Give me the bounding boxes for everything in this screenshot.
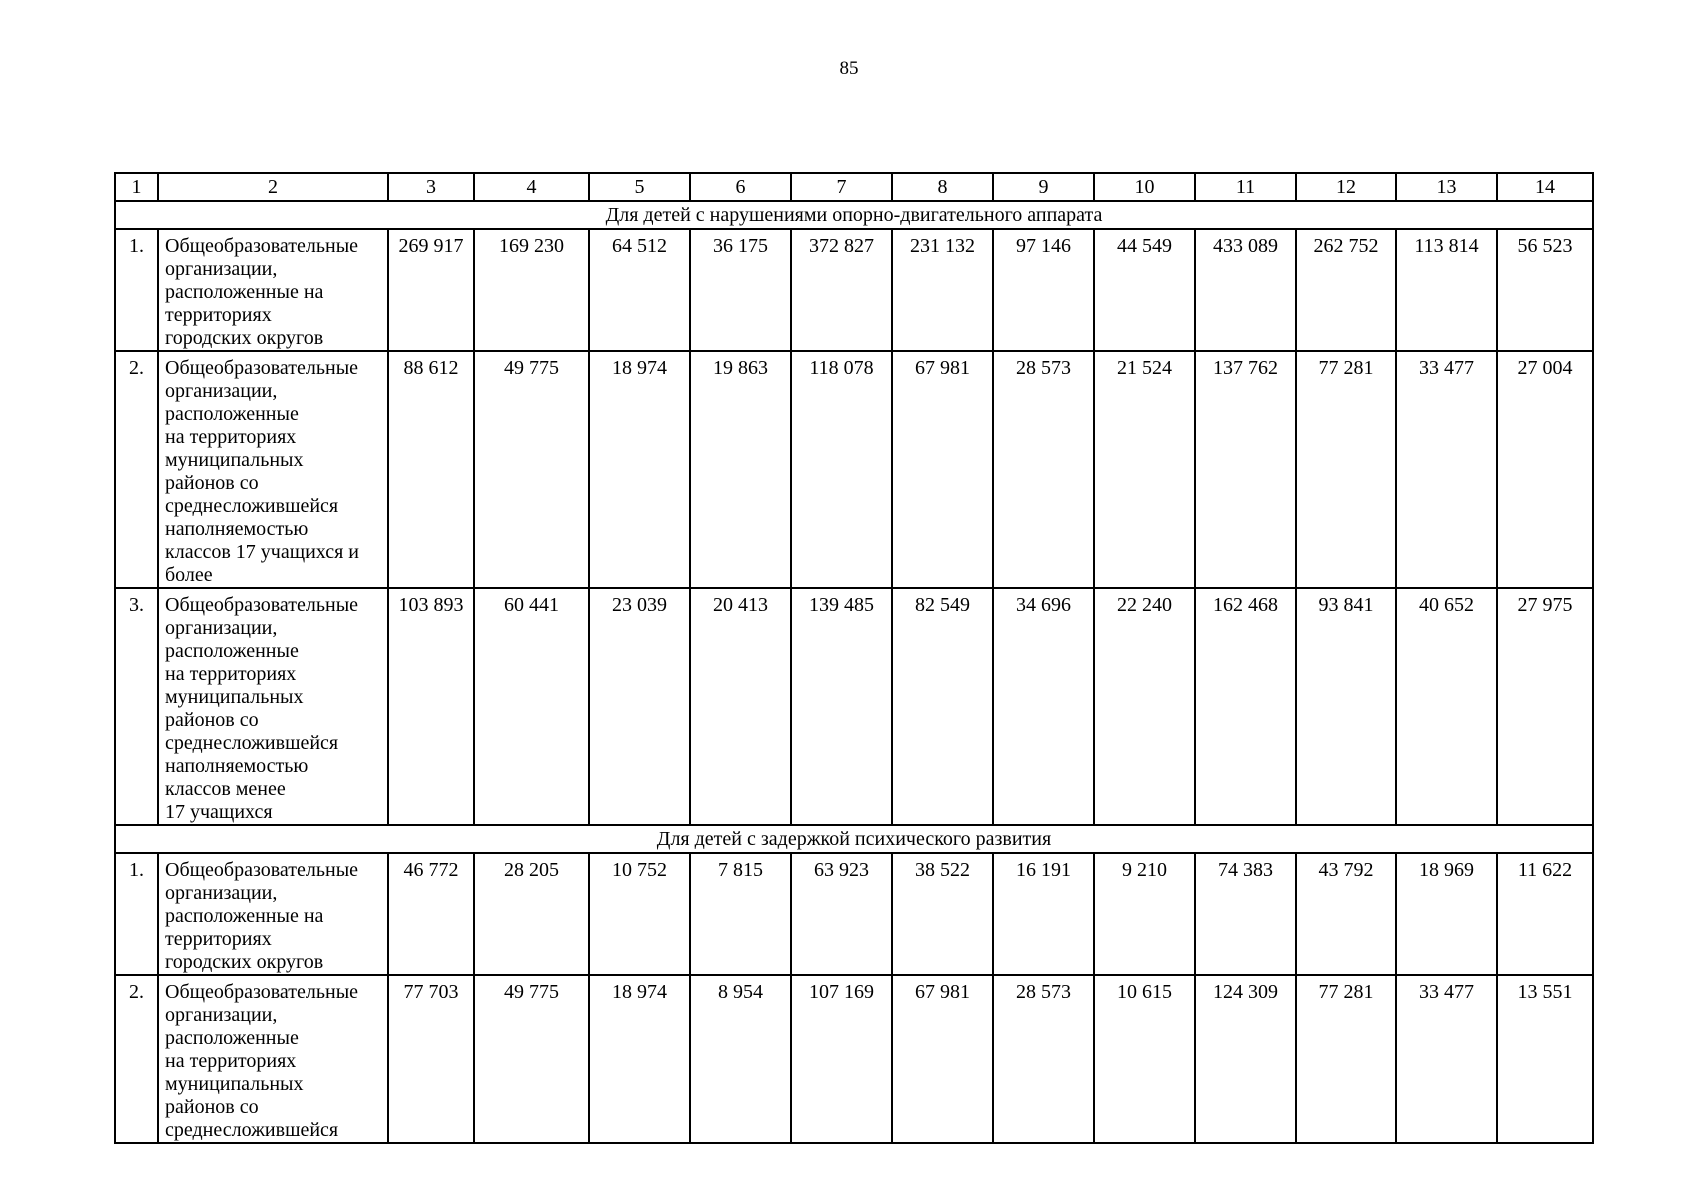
value-cell: 36 175 — [690, 229, 791, 351]
column-number-header: 3 — [388, 173, 474, 201]
table-row — [115, 853, 1593, 975]
value-cell: 28 205 — [474, 853, 589, 975]
value-cell: 433 089 — [1195, 229, 1296, 351]
value-cell: 77 281 — [1296, 351, 1396, 588]
value-cell: 97 146 — [993, 229, 1094, 351]
column-number-header: 8 — [892, 173, 993, 201]
column-number-header: 5 — [589, 173, 690, 201]
value-cell: 18 969 — [1396, 853, 1497, 975]
value-cell: 67 981 — [892, 975, 993, 1143]
table-row — [115, 975, 1593, 1143]
section-title: Для детей с нарушениями опорно-двигательного аппарата — [115, 201, 1593, 229]
column-number-header: 6 — [690, 173, 791, 201]
value-cell: 372 827 — [791, 229, 892, 351]
section-header-row — [115, 201, 1593, 229]
value-cell: 34 696 — [993, 588, 1094, 825]
row-number: 1. — [115, 229, 158, 351]
section-title: Для детей с задержкой психического развития — [115, 825, 1593, 853]
value-cell: 169 230 — [474, 229, 589, 351]
value-cell: 8 954 — [690, 975, 791, 1143]
row-number: 2. — [115, 975, 158, 1143]
column-number-header: 10 — [1094, 173, 1195, 201]
cost-table — [114, 172, 1594, 1144]
value-cell: 113 814 — [1396, 229, 1497, 351]
value-cell: 77 703 — [388, 975, 474, 1143]
value-cell: 9 210 — [1094, 853, 1195, 975]
value-cell: 162 468 — [1195, 588, 1296, 825]
value-cell: 77 281 — [1296, 975, 1396, 1143]
value-cell: 43 792 — [1296, 853, 1396, 975]
value-cell: 49 775 — [474, 975, 589, 1143]
table-row — [115, 229, 1593, 351]
value-cell: 262 752 — [1296, 229, 1396, 351]
row-name: Общеобразовательные организации, расположенные на территориях муниципальных районов со среднесложившейся наполняемостью классов 17 учащихся и более — [158, 351, 388, 588]
column-number-header: 2 — [158, 173, 388, 201]
row-number: 2. — [115, 351, 158, 588]
value-cell: 28 573 — [993, 351, 1094, 588]
row-number: 3. — [115, 588, 158, 825]
column-number-header: 14 — [1497, 173, 1593, 201]
column-number-header: 13 — [1396, 173, 1497, 201]
table-row — [115, 588, 1593, 825]
value-cell: 107 169 — [791, 975, 892, 1143]
row-number: 1. — [115, 853, 158, 975]
value-cell: 10 615 — [1094, 975, 1195, 1143]
value-cell: 67 981 — [892, 351, 993, 588]
value-cell: 44 549 — [1094, 229, 1195, 351]
value-cell: 27 004 — [1497, 351, 1593, 588]
value-cell: 27 975 — [1497, 588, 1593, 825]
value-cell: 231 132 — [892, 229, 993, 351]
value-cell: 38 522 — [892, 853, 993, 975]
row-name: Общеобразовательные организации, расположенные на территориях городских округов — [158, 229, 388, 351]
value-cell: 33 477 — [1396, 351, 1497, 588]
column-number-header: 1 — [115, 173, 158, 201]
value-cell: 74 383 — [1195, 853, 1296, 975]
value-cell: 19 863 — [690, 351, 791, 588]
section-header-row — [115, 825, 1593, 853]
value-cell: 40 652 — [1396, 588, 1497, 825]
value-cell: 21 524 — [1094, 351, 1195, 588]
value-cell: 18 974 — [589, 975, 690, 1143]
value-cell: 124 309 — [1195, 975, 1296, 1143]
value-cell: 118 078 — [791, 351, 892, 588]
value-cell: 56 523 — [1497, 229, 1593, 351]
value-cell: 33 477 — [1396, 975, 1497, 1143]
column-number-row — [115, 173, 1593, 201]
value-cell: 22 240 — [1094, 588, 1195, 825]
column-number-header: 4 — [474, 173, 589, 201]
value-cell: 93 841 — [1296, 588, 1396, 825]
value-cell: 269 917 — [388, 229, 474, 351]
value-cell: 103 893 — [388, 588, 474, 825]
value-cell: 28 573 — [993, 975, 1094, 1143]
column-number-header: 12 — [1296, 173, 1396, 201]
page-number: 85 — [839, 58, 859, 79]
column-number-header: 11 — [1195, 173, 1296, 201]
table-row — [115, 351, 1593, 588]
value-cell: 13 551 — [1497, 975, 1593, 1143]
row-name: Общеобразовательные организации, расположенные на территориях муниципальных районов со среднесложившейся наполняемостью классов менее 17 учащихся — [158, 588, 388, 825]
value-cell: 64 512 — [589, 229, 690, 351]
value-cell: 10 752 — [589, 853, 690, 975]
column-number-header: 7 — [791, 173, 892, 201]
value-cell: 60 441 — [474, 588, 589, 825]
value-cell: 11 622 — [1497, 853, 1593, 975]
value-cell: 82 549 — [892, 588, 993, 825]
value-cell: 16 191 — [993, 853, 1094, 975]
value-cell: 46 772 — [388, 853, 474, 975]
column-number-header: 9 — [993, 173, 1094, 201]
value-cell: 18 974 — [589, 351, 690, 588]
value-cell: 49 775 — [474, 351, 589, 588]
row-name: Общеобразовательные организации, расположенные на территориях городских округов — [158, 853, 388, 975]
value-cell: 63 923 — [791, 853, 892, 975]
value-cell: 23 039 — [589, 588, 690, 825]
value-cell: 139 485 — [791, 588, 892, 825]
value-cell: 7 815 — [690, 853, 791, 975]
row-name: Общеобразовательные организации, расположенные на территориях муниципальных районов со среднесложившейся — [158, 975, 388, 1143]
value-cell: 20 413 — [690, 588, 791, 825]
value-cell: 137 762 — [1195, 351, 1296, 588]
value-cell: 88 612 — [388, 351, 474, 588]
